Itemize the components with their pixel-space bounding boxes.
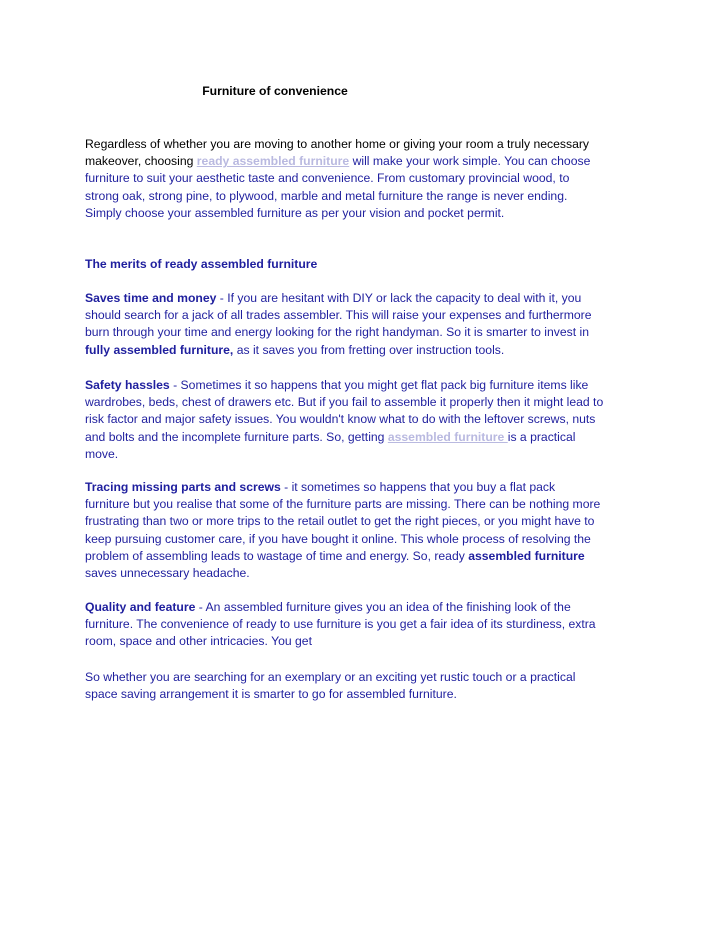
closing-paragraph xyxy=(85,669,637,703)
text-fragment: and bolts and the incomplete furniture parts. So, getting xyxy=(85,429,388,444)
text-line: frustrating than two or more trips to the retail outlet to get the right pieces, or you might have to xyxy=(85,514,595,529)
section-heading: Saves time and money xyxy=(85,291,217,305)
text-fragment: - If you are hesitant with DIY or lack the capacity to deal with it, you xyxy=(216,291,582,305)
text-line: room, space and other intricacies. You get xyxy=(85,634,312,649)
saves-paragraph xyxy=(85,290,637,359)
text-line: burn through your time and energy looking for the right handyman. So it is smarter to invest in xyxy=(85,325,590,340)
text-fragment: will make your work simple. You can choose xyxy=(349,154,591,169)
text-line: move. xyxy=(85,446,119,461)
text-line: furniture but you realise that some of the furniture parts are missing. There can be nothing more xyxy=(85,497,601,512)
bold-phrase: fully assembled furniture, xyxy=(85,342,234,357)
text-line: wardrobes, beds, chest of drawers etc. But if you fail to assemble it properly then it might lead to xyxy=(85,395,604,410)
text-line: Regardless of whether you are moving to another home or giving your room a truly necessary xyxy=(85,137,590,151)
text-fragment: problem of assembling leads to wastage of time and energy. So, ready xyxy=(85,548,469,563)
text-line xyxy=(85,290,637,307)
text-line xyxy=(85,548,637,565)
text-line xyxy=(85,377,637,394)
text-fragment: - An assembled furniture gives you an idea of the finishing look of the xyxy=(195,600,571,614)
merits-heading: The merits of ready assembled furniture xyxy=(85,257,318,271)
section-heading: Quality and feature xyxy=(85,600,196,614)
bold-phrase: assembled furniture xyxy=(468,548,585,563)
text-line: strong oak, strong pine, to plywood, marble and metal furniture the range is never ending. xyxy=(85,188,568,203)
text-line: furniture. The convenience of ready to use furniture is you get a fair idea of its sturdiness, extra xyxy=(85,617,596,632)
section-heading: Tracing missing parts and screws xyxy=(85,480,281,494)
text-fragment: is a practical xyxy=(507,429,576,444)
safety-paragraph xyxy=(85,377,637,463)
text-fragment: - Sometimes it so happens that you might get flat pack big furniture items like xyxy=(169,378,589,392)
assembled-furniture-link[interactable]: assembled furniture xyxy=(387,429,508,444)
text-line xyxy=(85,429,637,446)
text-line: should search for a jack of all trades assembler. This will raise your expenses and furthermore xyxy=(85,308,592,323)
intro-paragraph xyxy=(85,136,637,222)
text-line: space saving arrangement it is smarter to go for assembled furniture. xyxy=(85,687,457,702)
text-line: furniture to suit your aesthetic taste and convenience. From customary provincial wood, to xyxy=(85,171,570,186)
text-line: Simply choose your assembled furniture as per your vision and pocket permit. xyxy=(85,205,505,220)
text-line: risk factor and major safety issues. You wouldn't know what to do with the leftover screws, nuts xyxy=(85,412,596,427)
text-line xyxy=(85,599,637,616)
text-fragment: makeover, choosing xyxy=(85,154,197,169)
text-line xyxy=(85,153,637,170)
text-line: saves unnecessary headache. xyxy=(85,566,250,581)
ready-assembled-furniture-link[interactable]: ready assembled furniture xyxy=(196,154,350,169)
page-title: Furniture of convenience xyxy=(202,84,348,98)
text-fragment: as it saves you from fretting over instruction tools. xyxy=(233,342,505,357)
text-line: So whether you are searching for an exemplary or an exciting yet rustic touch or a practical xyxy=(85,670,576,684)
text-fragment: - it sometimes so happens that you buy a flat pack xyxy=(280,480,556,494)
text-line: keep pursuing customer care, if you have bought it online. This whole process of resolving the xyxy=(85,531,591,546)
text-line xyxy=(85,342,637,359)
text-line xyxy=(85,479,637,496)
quality-paragraph xyxy=(85,599,637,651)
section-heading: Safety hassles xyxy=(85,378,170,392)
tracing-paragraph xyxy=(85,479,637,582)
